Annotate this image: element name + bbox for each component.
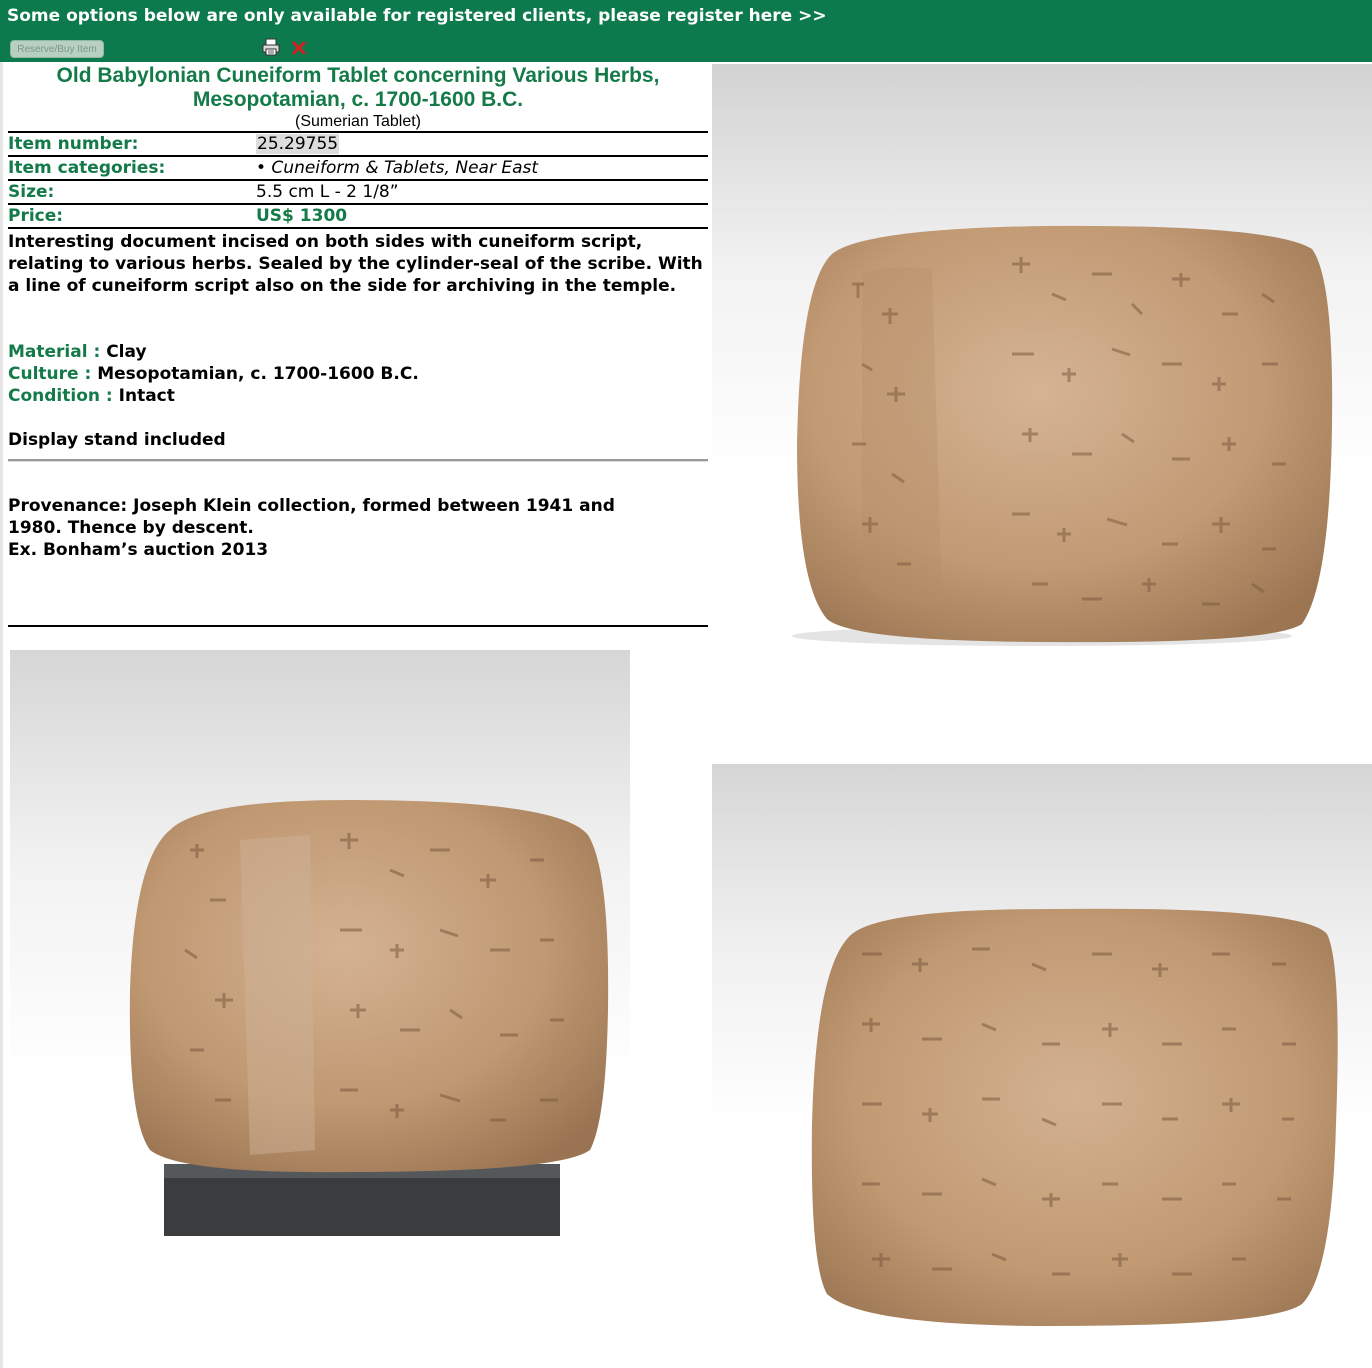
item-specs-table <box>8 131 708 229</box>
item-categories-label: Item categories: <box>8 156 256 180</box>
price-value: US$ 1300 <box>256 204 708 228</box>
registration-banner <box>0 0 1372 62</box>
item-subtitle: (Sumerian Tablet) <box>295 113 421 130</box>
tablet-photo-obverse[interactable] <box>712 64 1372 650</box>
price-label: Price: <box>8 204 256 228</box>
size-value: 5.5 cm L - 2 1/8” <box>256 180 708 204</box>
provenance-line-3: Ex. Bonham’s auction 2013 <box>8 540 269 560</box>
provenance-line-1: Provenance: Joseph Klein collection, formed between 1941 and <box>8 496 615 516</box>
page-edge <box>0 62 3 1368</box>
culture-label: Culture : <box>8 364 92 384</box>
size-label: Size: <box>8 180 256 204</box>
provenance <box>8 495 708 561</box>
item-number-cell <box>256 132 708 156</box>
item-title <box>8 64 708 112</box>
culture-value: Mesopotamian, c. 1700-1600 B.C. <box>97 364 419 384</box>
tablet-reverse-drawing <box>712 764 1372 1368</box>
tablet-on-stand-drawing <box>10 650 630 1368</box>
tablet-obverse-drawing <box>712 64 1372 650</box>
spec-row-number <box>8 132 708 156</box>
divider <box>8 459 708 462</box>
register-link[interactable]: Some options below are only available for registered clients, please register here >> <box>7 6 827 26</box>
display-stand-note: Display stand included <box>8 430 226 450</box>
provenance-line-2: 1980. Thence by descent. <box>8 518 254 538</box>
item-title-line-2: Mesopotamian, c. 1700-1600 B.C. <box>192 88 524 111</box>
culture-row <box>8 363 708 385</box>
condition-value: Intact <box>118 386 175 406</box>
tablet-photo-on-stand[interactable] <box>10 650 630 1368</box>
item-title-line-1: Old Babylonian Cuneiform Tablet concerning Various Herbs, <box>56 64 660 87</box>
item-categories-link[interactable]: • Cuneiform & Tablets, Near East <box>256 156 708 180</box>
divider <box>8 625 708 627</box>
close-icon[interactable] <box>292 41 306 55</box>
item-description: Interesting document incised on both sides with cuneiform script, relating to various herbs. Sealed by the cylinder-seal of the scribe. With a line of cuneiform script also on the side for archiving in the temple. <box>8 232 703 296</box>
spec-row-categories <box>8 156 708 180</box>
item-attributes <box>8 341 708 407</box>
reserve-buy-button[interactable]: Reserve/Buy Item <box>10 40 104 58</box>
item-number-value: 25.29755 <box>257 134 339 154</box>
item-number-label: Item number: <box>8 132 256 156</box>
condition-label: Condition : <box>8 386 113 406</box>
spec-row-size <box>8 180 708 204</box>
tablet-photo-reverse[interactable] <box>712 764 1372 1368</box>
condition-row <box>8 385 708 407</box>
material-value: Clay <box>106 342 147 362</box>
spec-row-price <box>8 204 708 228</box>
material-label: Material : <box>8 342 101 362</box>
material-row <box>8 341 708 363</box>
printer-icon[interactable] <box>262 38 280 56</box>
